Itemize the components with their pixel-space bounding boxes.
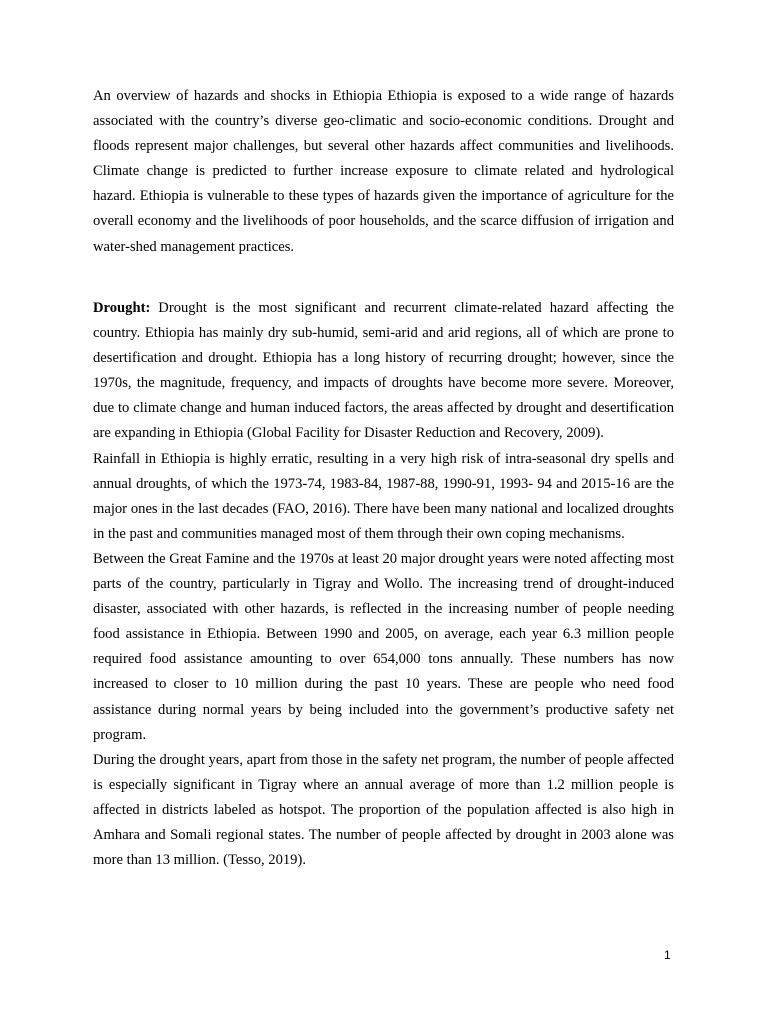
affected-paragraph: During the drought years, apart from those in the safety net program, the number of people affected is especially significant in Tigray where an annual average of more than 1.2 million people is affected in districts labeled as hotspot. The proportion of the population affected is also high in Amhara and Somali regional states. The number of people affected by drought in 2003 alone was more than 13 million. (Tesso, 2019). — [93, 751, 674, 869]
drought-heading: Drought: — [93, 300, 151, 316]
intro-paragraph: An overview of hazards and shocks in Ethiopia Ethiopia is exposed to a wide range of hazards associated with the country’s diverse geo-climatic and socio-economic conditions. Drought and floods represent major challenges, but several other hazards affect communities and livelihoods. Climate change is predicted to further increase exposure to climate related and hydrological hazard. Ethiopia is vulnerable to these types of hazards given the importance of agriculture for the overall economy and the livelihoods of poor households, and the scarce diffusion of irrigation and water-shed management practices. — [93, 88, 674, 255]
drought-paragraph — [93, 296, 674, 447]
intro-section — [93, 84, 674, 260]
famine-paragraph: Between the Great Famine and the 1970s at least 20 major drought years were noted affecting most parts of the country, particularly in Tigray and Wollo. The increasing trend of drought-induced disaster, associated with other hazards, is reflected in the increasing number of people needing food assistance in Ethiopia. Between 1990 and 2005, on average, each year 6.3 million people required food assistance amounting to over 654,000 tons annually. These numbers has now increased to closer to 10 million during the past 10 years. These are people who need food assistance during normal years by being included into the government’s productive safety net program. — [93, 550, 674, 743]
rainfall-paragraph: Rainfall in Ethiopia is highly erratic, resulting in a very high risk of intra-seasonal dry spells and annual droughts, of which the 1973-74, 1983-84, 1987-88, 1990-91, 1993- 94 and 2015-16 are the major ones in the last decades (FAO, 2016). There have been many national and localized droughts in the past and communities managed most of them through their own coping mechanisms. — [93, 450, 674, 542]
drought-section — [93, 296, 674, 873]
page-number: 1 — [664, 948, 671, 962]
drought-text: Drought is the most significant and recurrent climate-related hazard affecting the country. Ethiopia has mainly dry sub-humid, semi-arid and arid regions, all of which are prone to desertification and drought. Ethiopia has a long history of recurring drought; however, since the 1970s, the magnitude, frequency, and impacts of droughts have become more severe. Moreover, due to climate change and human induced factors, the areas affected by drought and desertification are expanding in Ethiopia (Global Facility for Disaster Reduction and Recovery, 2009). — [93, 300, 674, 442]
